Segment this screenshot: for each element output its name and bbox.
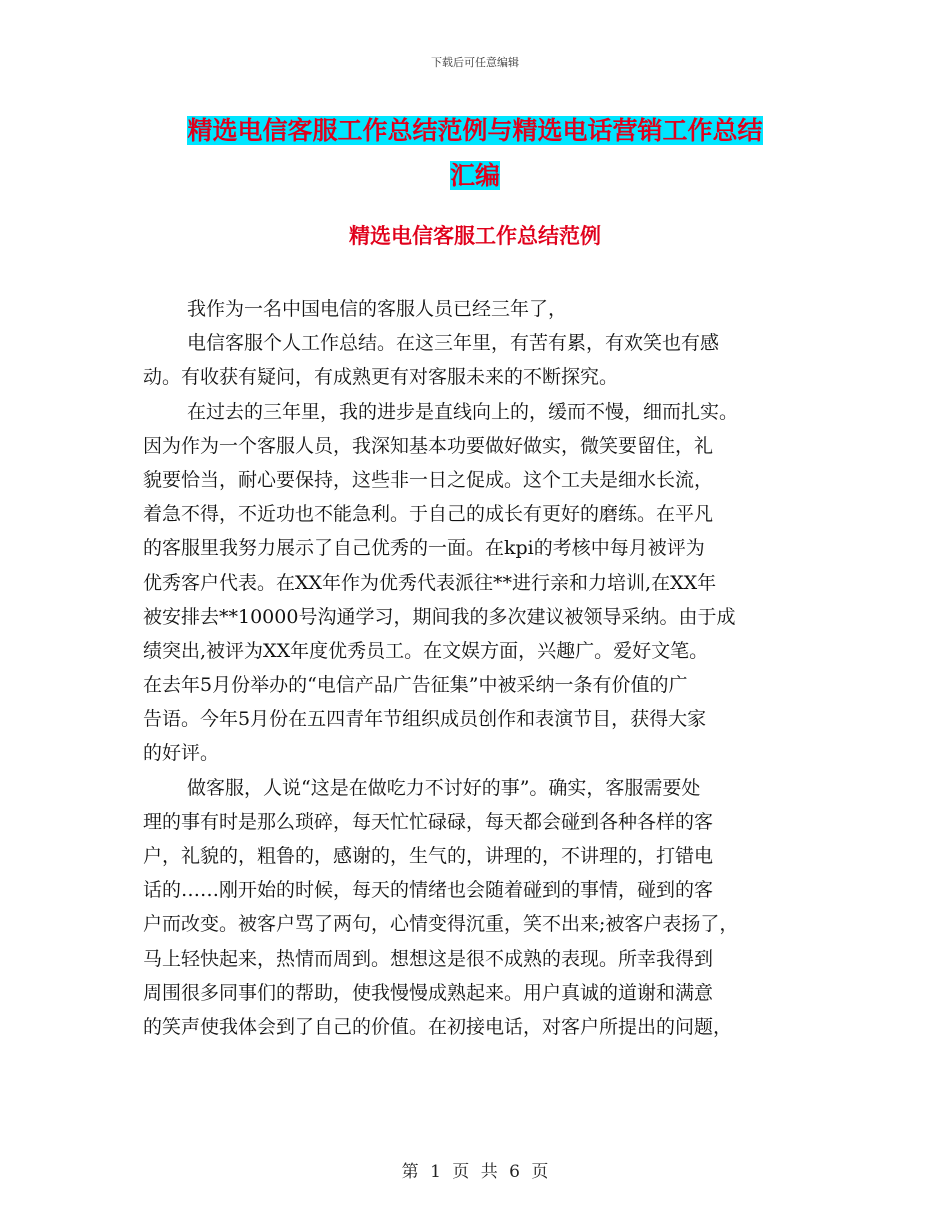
header-note: 下载后可任意编辑 <box>431 56 519 69</box>
body-line: 马上轻快起来，热情而周到。想想这是很不成熟的表现。所幸我得到 <box>143 947 714 970</box>
body-line: 动。有收获有疑问，有成熟更有对客服未来的不断探究。 <box>143 366 619 389</box>
section-title: 精选电信客服工作总结范例 <box>349 223 601 248</box>
document-title <box>150 108 800 198</box>
body-line: 我作为一名中国电信的客服人员已经三年了， <box>187 298 568 320</box>
body-text <box>143 292 813 1044</box>
body-line: 电信客服个人工作总结。在这三年里，有苦有累，有欢笑也有感 <box>187 332 720 355</box>
body-line: 理的事有时是那么琐碎，每天忙忙碌碌，每天都会碰到各种各样的客 <box>143 810 714 833</box>
body-line: 着急不得，不近功也不能急利。于自己的成长有更好的磨练。在平凡 <box>143 503 714 526</box>
body-line: 的笑声使我体会到了自己的价值。在初接电话，对客户所提出的问题， <box>143 1015 733 1038</box>
body-line: 在过去的三年里，我的进步是直线向上的，缓而不慢，细而扎实。 <box>187 400 739 423</box>
body-line: 绩突出,被评为XX年度优秀员工。在文娱方面，兴趣广。爱好文笔。 <box>143 639 709 662</box>
body-line: 在去年5月份举办的“电信产品广告征集”中被采纳一条有价值的广 <box>143 674 688 697</box>
body-line: 的客服里我努力展示了自己优秀的一面。在kpi的考核中每月被评为 <box>143 537 705 560</box>
body-line: 的好评。 <box>143 742 220 765</box>
body-line: 户而改变。被客户骂了两句，心情变得沉重，笑不出来;被客户表扬了， <box>143 913 739 936</box>
body-line: 因为作为一个客服人员，我深知基本功要做好做实，微笑要留住，礼 <box>143 434 714 457</box>
body-line: 貌要恰当，耐心要保持，这些非一日之促成。这个工夫是细水长流， <box>143 468 714 491</box>
page-footer: 第 1 页 共 6 页 <box>401 1162 549 1182</box>
body-line: 周围很多同事们的帮助，使我慢慢成熟起来。用户真诚的道谢和满意 <box>143 981 714 1004</box>
body-line: 被安排去**10000号沟通学习，期间我的多次建议被领导采纳。由于成 <box>143 605 736 628</box>
title-line-1: 精选电信客服工作总结范例与精选电话营销工作总结 <box>187 116 763 145</box>
body-line: 做客服，人说“这是在做吃力不讨好的事”。确实，客服需要处 <box>187 776 701 799</box>
body-line: 话的……刚开始的时候，每天的情绪也会随着碰到的事情，碰到的客 <box>143 879 714 902</box>
body-line: 户，礼貌的，粗鲁的，感谢的，生气的，讲理的，不讲理的，打错电 <box>143 845 714 867</box>
body-line: 告语。今年5月份在五四青年节组织成员创作和表演节目，获得大家 <box>143 708 707 731</box>
body-line: 优秀客户代表。在XX年作为优秀代表派往**进行亲和力培训,在XX年 <box>143 571 717 594</box>
title-line-2: 汇编 <box>449 161 500 190</box>
